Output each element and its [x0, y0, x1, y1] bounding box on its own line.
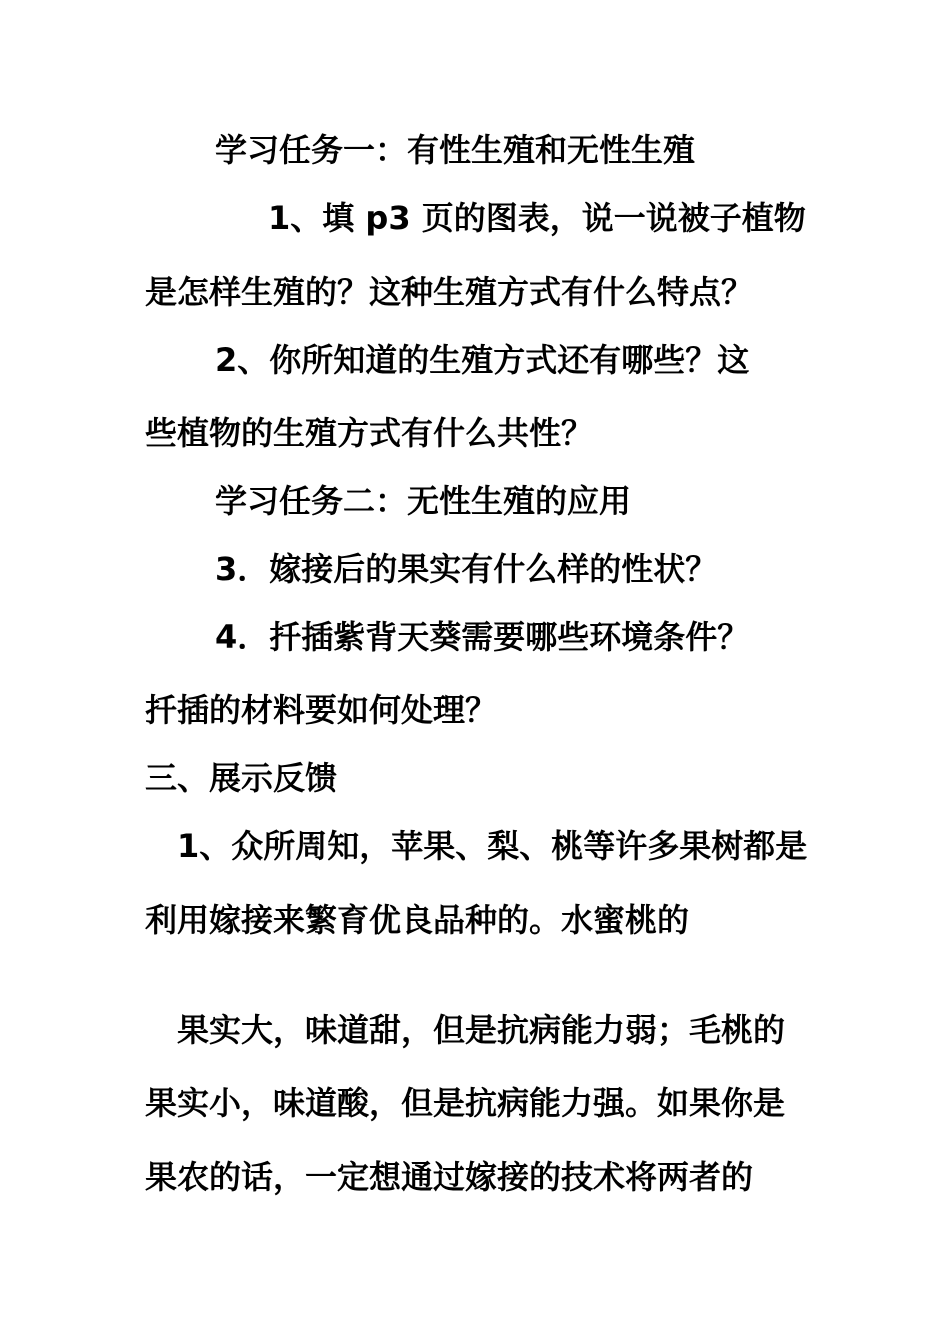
task-two-heading: 学习任务二：无性生殖的应用: [215, 482, 632, 520]
feedback-1-line-1: 1、众所周知，苹果、梨、桃等许多果树都是: [177, 827, 808, 865]
question-2-line-2: 些植物的生殖方式有什么共性？: [145, 414, 594, 452]
question-4-line-2: 扦插的材料要如何处理？: [145, 691, 498, 729]
question-1-line-1: 1、填 p3 页的图表，说一说被子植物: [268, 199, 806, 237]
question-3: 3．嫁接后的果实有什么样的性状？: [215, 550, 718, 588]
feedback-1-line-2: 利用嫁接来繁育优良品种的。水蜜桃的: [145, 901, 690, 939]
task-one-heading: 学习任务一：有性生殖和无性生殖: [215, 131, 696, 169]
question-4-line-1: 4．扦插紫背天葵需要哪些环境条件？: [215, 618, 750, 656]
feedback-1-line-5: 果农的话，一定想通过嫁接的技术将两者的: [145, 1158, 754, 1196]
question-2-line-1: 2、你所知道的生殖方式还有哪些？这: [215, 341, 750, 379]
section-three-heading: 三、展示反馈: [145, 759, 338, 797]
feedback-1-line-4: 果实小，味道酸，但是抗病能力强。如果你是: [145, 1084, 786, 1122]
question-1-line-2: 是怎样生殖的？这种生殖方式有什么特点？: [145, 273, 754, 311]
feedback-1-line-3: 果实大，味道甜，但是抗病能力弱；毛桃的: [177, 1011, 786, 1049]
